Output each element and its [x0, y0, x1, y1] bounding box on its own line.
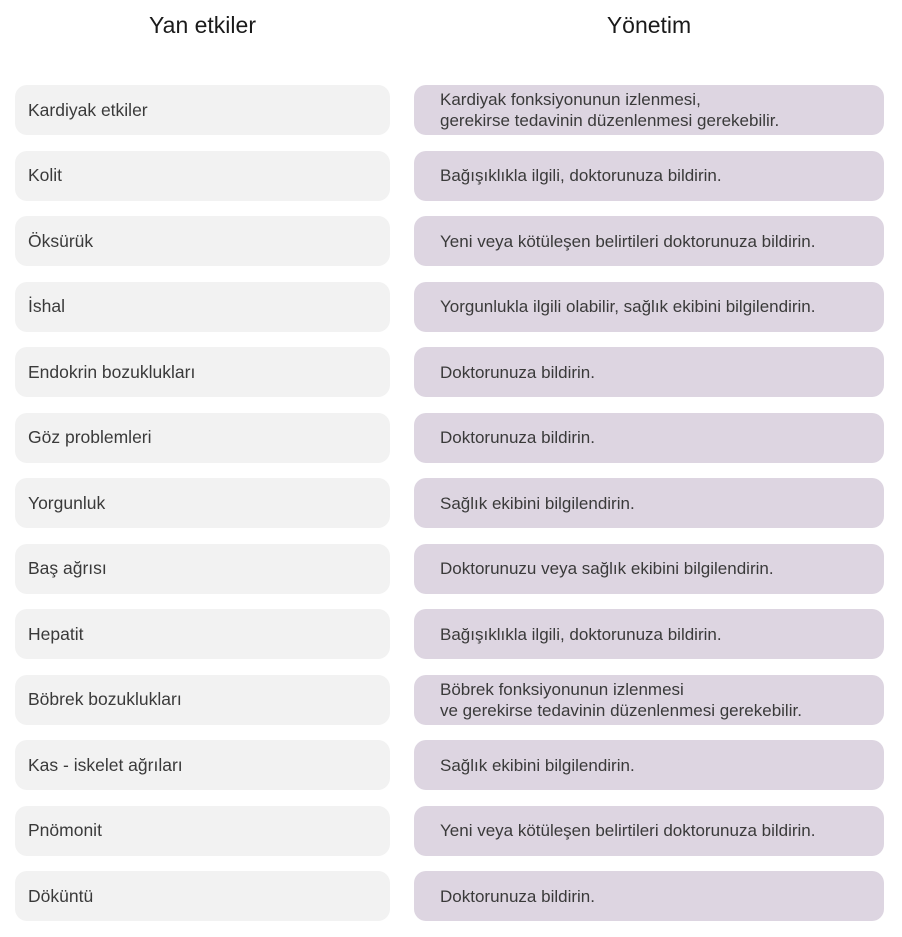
side-effect-cell: Kardiyak etkiler — [15, 85, 390, 135]
table-row — [0, 871, 902, 921]
management-cell: Sağlık ekibini bilgilendirin. — [414, 740, 884, 790]
side-effect-cell: Döküntü — [15, 871, 390, 921]
management-cell: Bağışıklıkla ilgili, doktorunuza bildirin. — [414, 609, 884, 659]
table-row — [0, 413, 902, 463]
table-row — [0, 282, 902, 332]
side-effect-cell: Pnömonit — [15, 806, 390, 856]
management-cell: Doktorunuza bildirin. — [414, 871, 884, 921]
table-row — [0, 544, 902, 594]
side-effect-cell: İshal — [15, 282, 390, 332]
table-row — [0, 216, 902, 266]
table-row — [0, 675, 902, 725]
management-cell: Doktorunuza bildirin. — [414, 347, 884, 397]
management-cell: Kardiyak fonksiyonunun izlenmesi, gerekirse tedavinin düzenlenmesi gerekebilir. — [414, 85, 884, 135]
side-effect-cell: Baş ağrısı — [15, 544, 390, 594]
management-header: Yönetim — [606, 12, 692, 38]
side-effect-cell: Böbrek bozuklukları — [15, 675, 390, 725]
side-effect-cell: Yorgunluk — [15, 478, 390, 528]
table-row — [0, 609, 902, 659]
management-cell: Böbrek fonksiyonunun izlenmesi ve gerekirse tedavinin düzenlenmesi gerekebilir. — [414, 675, 884, 725]
side-effects-table — [0, 85, 902, 937]
table-row — [0, 806, 902, 856]
management-cell: Bağışıklıkla ilgili, doktorunuza bildirin. — [414, 151, 884, 201]
management-cell: Yeni veya kötüleşen belirtileri doktorunuza bildirin. — [414, 806, 884, 856]
side-effect-cell: Kas - iskelet ağrıları — [15, 740, 390, 790]
table-row — [0, 740, 902, 790]
management-cell: Doktorunuzu veya sağlık ekibini bilgilendirin. — [414, 544, 884, 594]
side-effect-cell: Göz problemleri — [15, 413, 390, 463]
table-row — [0, 347, 902, 397]
table-row — [0, 151, 902, 201]
management-cell: Doktorunuza bildirin. — [414, 413, 884, 463]
management-cell: Yeni veya kötüleşen belirtileri doktorunuza bildirin. — [414, 216, 884, 266]
table-row — [0, 85, 902, 135]
side-effect-cell: Kolit — [15, 151, 390, 201]
side-effect-cell: Hepatit — [15, 609, 390, 659]
table-row — [0, 478, 902, 528]
management-cell: Sağlık ekibini bilgilendirin. — [414, 478, 884, 528]
side-effects-header: Yan etkiler — [149, 12, 256, 38]
side-effect-cell: Öksürük — [15, 216, 390, 266]
side-effect-cell: Endokrin bozuklukları — [15, 347, 390, 397]
management-cell: Yorgunlukla ilgili olabilir, sağlık ekibini bilgilendirin. — [414, 282, 884, 332]
